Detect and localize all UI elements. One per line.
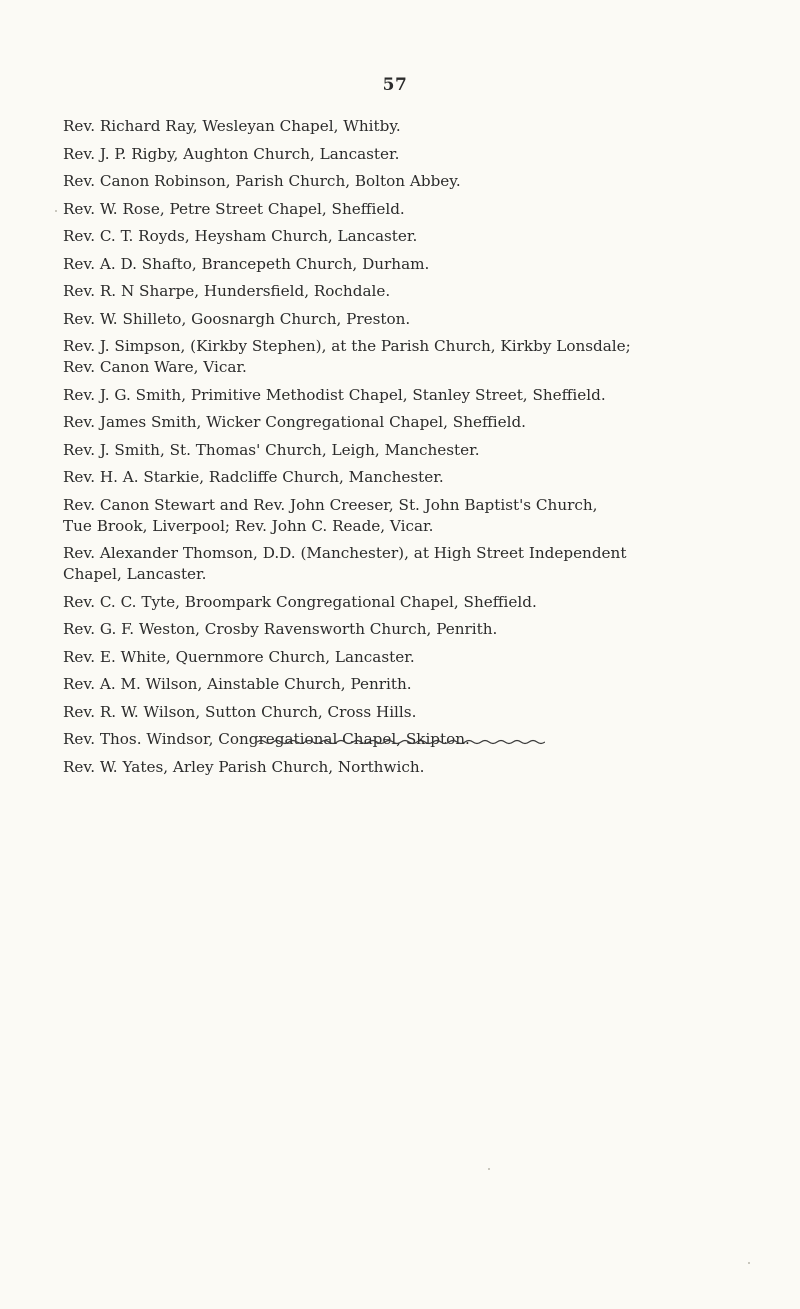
list-item-line: Rev. Alexander Thomson, D.D. (Manchester), at High Street Independent (63, 544, 627, 562)
list-item (63, 543, 723, 585)
list-item (63, 440, 723, 461)
list-item (63, 336, 723, 378)
list-item-line: Rev. Richard Ray, Wesleyan Chapel, Whitby. (63, 117, 401, 135)
list-item (63, 385, 723, 406)
list-item-line: Rev. C. C. Tyte, Broompark Congregational Chapel, Sheffield. (63, 592, 537, 611)
list-item-line: Chapel, Lancaster. (63, 565, 207, 583)
list-item-line: Rev. W. Shilleto, Goosnargh Church, Preston. (63, 309, 411, 328)
list-item (63, 647, 723, 668)
paper-speck (488, 1168, 490, 1170)
paper-speck (748, 1262, 750, 1264)
list-item-line: Rev. R. W. Wilson, Sutton Church, Cross Hills. (63, 702, 417, 721)
list-item (63, 412, 723, 433)
list-item-line: Rev. J. G. Smith, Primitive Methodist Chapel, Stanley Street, Sheffield. (63, 385, 606, 404)
list-item (63, 757, 723, 778)
list-item-line: Rev. J. Simpson, (Kirkby Stephen), at the Parish Church, Kirkby Lonsdale; (63, 337, 631, 355)
list-item (63, 495, 723, 537)
list-item-line: Rev. Canon Stewart and Rev. John Creeser, St. John Baptist's Church, (63, 495, 598, 514)
list-item-line: Rev. A. D. Shafto, Brancepeth Church, Durham. (63, 254, 430, 273)
list-item-line: Tue Brook, Liverpool; Rev. John C. Reade, Vicar. (63, 516, 434, 535)
clergy-list (63, 116, 723, 784)
list-item (63, 467, 723, 488)
list-item (63, 116, 723, 137)
wavy-divider (257, 739, 545, 745)
list-item-line: Rev. W. Yates, Arley Parish Church, Northwich. (63, 757, 425, 776)
list-item (63, 309, 723, 330)
list-item-line: Rev. J. Smith, St. Thomas' Church, Leigh, Manchester. (63, 440, 480, 459)
list-item (63, 674, 723, 695)
list-item (63, 254, 723, 275)
list-item-line: Rev. Canon Ware, Vicar. (63, 358, 247, 376)
paper-speck (55, 210, 57, 212)
list-item (63, 144, 723, 165)
page-number: 57 (382, 75, 408, 95)
list-item-line: Rev. Thos. Windsor, Congregational Chapel, Skipton. (63, 730, 470, 748)
list-item (63, 702, 723, 723)
list-item-line: Rev. James Smith, Wicker Congregational Chapel, Sheffield. (63, 413, 527, 431)
list-item-line: Rev. R. N Sharpe, Hundersfield, Rochdale. (63, 282, 391, 300)
list-item-line: Rev. H. A. Starkie, Radcliffe Church, Manchester. (63, 468, 444, 486)
list-item (63, 592, 723, 613)
list-item-line: Rev. G. F. Weston, Crosby Ravensworth Church, Penrith. (63, 620, 498, 638)
list-item (63, 619, 723, 640)
list-item (63, 226, 723, 247)
list-item-line: Rev. J. P. Rigby, Aughton Church, Lancaster. (63, 144, 400, 163)
list-item-line: Rev. W. Rose, Petre Street Chapel, Sheffield. (63, 199, 405, 218)
list-item-line: Rev. A. M. Wilson, Ainstable Church, Penrith. (63, 675, 412, 693)
list-item (63, 281, 723, 302)
list-item-line: Rev. C. T. Royds, Heysham Church, Lancaster. (63, 227, 418, 245)
list-item-line: Rev. Canon Robinson, Parish Church, Bolton Abbey. (63, 172, 461, 190)
list-item (63, 199, 723, 220)
list-item (63, 171, 723, 192)
list-item-line: Rev. E. White, Quernmore Church, Lancaster. (63, 647, 415, 666)
